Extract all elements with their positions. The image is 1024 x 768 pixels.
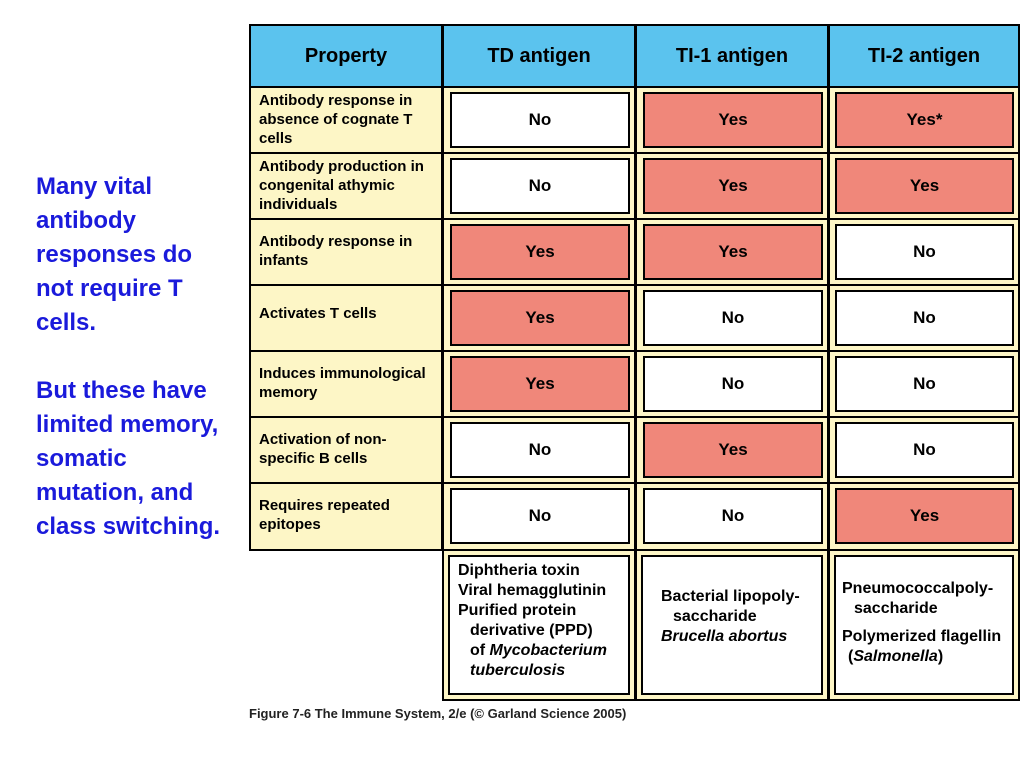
ti2-example-salmonella: Salmonella [853, 648, 938, 665]
header-ti2-antigen: TI-2 antigen [830, 26, 1018, 86]
td-example-line-3: Purified protein [458, 602, 577, 619]
cell-epitopes-ti1: No [643, 488, 823, 544]
ti2-example-line-3: Polymerized flagellin [842, 628, 1002, 645]
cell-memory-td: Yes [450, 356, 630, 412]
ti2-examples-box [828, 549, 1020, 701]
td-examples [448, 555, 630, 695]
header-td-antigen: TD antigen [444, 26, 634, 86]
td-example-of: of [470, 642, 490, 659]
cell-memory-ti1: No [643, 356, 823, 412]
ti2-examples [834, 555, 1014, 695]
cell-activates-ti2: No [835, 290, 1014, 346]
td-example-line-2: Viral hemagglutinin [458, 582, 607, 599]
cell-athymic-td: No [450, 158, 630, 214]
td-example-line-1: Diphtheria toxin [458, 562, 580, 579]
cell-infants-ti1: Yes [643, 224, 823, 280]
figure-caption: Figure 7-6 The Immune System, 2/e (© Garland Science 2005) [249, 706, 627, 721]
td-examples-box [442, 549, 636, 701]
row-property-activates-t-cells: Activates T cells [251, 286, 441, 350]
cell-nonspecific-td: No [450, 422, 630, 478]
td-example-line-6 [458, 661, 628, 681]
cell-epitopes-ti2: Yes [835, 488, 1014, 544]
ti1-example-line-3 [661, 627, 821, 647]
side-note [36, 170, 236, 578]
cell-epitopes-td: No [450, 488, 630, 544]
td-example-line-4: derivative (PPD) [470, 622, 593, 639]
row-property-nonspecific-b: Activation of non-specific B cells [251, 418, 441, 482]
cell-infants-ti2: No [835, 224, 1014, 280]
header-ti1-antigen: TI-1 antigen [637, 26, 827, 86]
cell-absence-ti1: Yes [643, 92, 823, 148]
ti1-examples-box [635, 549, 829, 701]
ti2-example-open-paren: ( [848, 648, 854, 665]
cell-absence-td: No [450, 92, 630, 148]
cell-memory-ti2: No [835, 356, 1014, 412]
ti2-example-line-1: Pneumococcalpoly- [842, 580, 994, 597]
row-property-memory: Induces immunological memory [251, 352, 441, 416]
cell-absence-ti2: Yes* [835, 92, 1014, 148]
side-note-para-1: Many vital antibody responses do not require T cells. [36, 173, 193, 336]
cell-athymic-ti2: Yes [835, 158, 1014, 214]
header-property: Property [251, 26, 441, 86]
td-example-genus: Mycobacterium [489, 642, 607, 659]
row-property-repeated-epitopes: Requires repeated epitopes [251, 484, 441, 549]
ti2-example-line-2: saccharide [854, 600, 938, 617]
row-property-athymic: Antibody production in congenital athymic individuals [251, 154, 441, 218]
ti1-example-line-1: Bacterial lipopoly- [661, 588, 800, 605]
cell-athymic-ti1: Yes [643, 158, 823, 214]
td-example-species: tuberculosis [470, 662, 566, 679]
cell-infants-td: Yes [450, 224, 630, 280]
antigen-table-figure [249, 24, 1020, 702]
ti1-examples [641, 555, 823, 695]
row-property-infants: Antibody response in infants [251, 220, 441, 284]
antigen-table [249, 24, 1020, 551]
ti1-example-brucella: Brucella abortus [661, 628, 788, 645]
cell-activates-ti1: No [643, 290, 823, 346]
td-example-line-5 [458, 641, 628, 661]
cell-nonspecific-ti1: Yes [643, 422, 823, 478]
ti1-example-line-2: saccharide [673, 608, 757, 625]
cell-activates-td: Yes [450, 290, 630, 346]
cell-nonspecific-ti2: No [835, 422, 1014, 478]
ti2-example-line-4 [842, 647, 1012, 667]
side-note-para-2: But these have limited memory, somatic mutation, and class switching. [36, 377, 221, 540]
ti2-example-close-paren: ) [937, 648, 944, 665]
row-property-absence-t-cells: Antibody response in absence of cognate T cells [251, 88, 441, 152]
